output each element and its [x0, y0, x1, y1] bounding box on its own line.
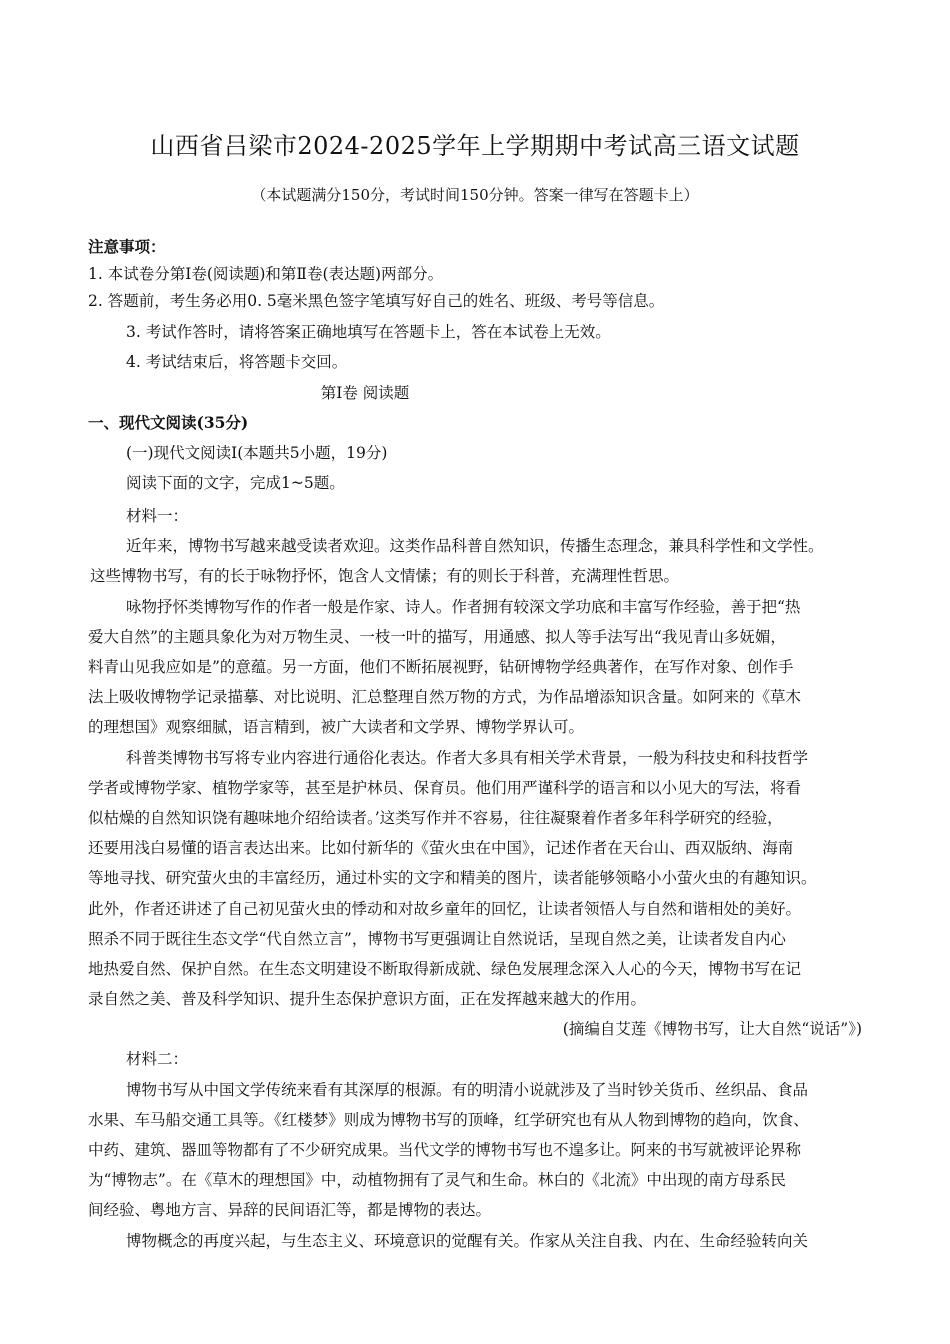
notice-heading: 注意事项： [88, 237, 166, 256]
reading-instruction: 阅读下面的文字，完成1~5题。 [126, 474, 345, 492]
paragraph-line: 水果、车马船交通工具等。《红楼梦》则成为博物书写的顶峰，红学研究也有从人物到博物的趋向，饮食、 [88, 1111, 809, 1129]
material-source: (摘编自艾莲《博物书写，让大自然“说话”》) [562, 1020, 862, 1038]
paragraph-line: 爱大自然”的主题具象化为对万物生灵、一枝一叶的描写，用通感、拟人等手法写出“我见青山多妩媚， [88, 628, 786, 646]
paragraph-line: 近年来，博物书写越来越受读者欢迎。这类作品科普自然知识，传播生态理念，兼具科学性和文学性。 [126, 537, 824, 555]
paragraph-line: 博物书写从中国文学传统来看有其深厚的根源。有的明清小说就涉及了当时钞关货币、丝织品、食品 [126, 1081, 809, 1099]
paragraph-line: 等地寻找、研究萤火虫的丰富经历，通过朴实的文字和精美的图片，读者能够领略小小萤火虫的有趣知识。 [88, 869, 817, 887]
paragraph-line: 料青山见我应如是”的意蕴。另一方面，他们不断拓展视野，钻研博物学经典著作，在写作对象、创作手 [88, 658, 794, 676]
paragraph-line: 似枯燥的自然知识饶有趣味地介绍给读者。’这类写作并不容易，往往凝聚着作者多年科学研究的经验， [88, 809, 783, 827]
notice-item: 3. 考试作答时，请将答案正确地填写在答题卡上，答在本试卷上无效。 [126, 323, 611, 341]
material-label: 材料一： [126, 507, 189, 525]
paragraph-line: 法上吸收博物学记录描摹、对比说明、汇总整理自然万物的方式，为作品增添知识含量。如阿来的《草木 [88, 688, 802, 706]
section-heading: 一、现代文阅读(35分) [88, 413, 249, 432]
paragraph-line: 照杀不同于既往生态文学“代自然立言”，博物书写更强调让自然说话，呈现自然之美，让读者发自内心 [88, 930, 786, 948]
paragraph-line: 为“博物志”。在《草木的理想国》中，动植物拥有了灵气和生命。林白的《北流》中出现的南方母系民 [88, 1171, 786, 1189]
paragraph-line: 地热爱自然、保护自然。在生态文明建设不断取得新成就、绿色发展理念深入人心的今天，博物书写在记 [88, 960, 802, 978]
page-title: 山西省吕梁市2024-2025学年上学期期中考试高三语文试题 [150, 132, 800, 160]
paragraph-line: 录自然之美、普及科学知识、提升生态保护意识方面，正在发挥越来越大的作用。 [88, 990, 647, 1008]
paragraph-line: 科普类博物书写将专业内容进行通俗化表达。作者大多具有相关学术背景，一般为科技史和科技哲学 [126, 749, 809, 767]
notice-item: 1. 本试卷分第Ⅰ卷(阅读题)和第Ⅱ卷(表达题)两部分。 [88, 265, 444, 283]
page-subtitle: （本试题满分150分，考试时间150分钟。答案一律写在答题卡上） [251, 186, 699, 204]
material-label: 材料二： [126, 1050, 189, 1068]
paragraph-line: 间经验、粤地方言、异辞的民间语汇等，都是博物的表达。 [88, 1201, 492, 1219]
notice-item: 2. 答题前，考生务必用0. 5毫米黑色签字笔填写好自己的姓名、班级、考号等信息。 [88, 292, 665, 310]
subsection-heading: (一)现代文阅读Ⅰ(本题共5小题，19分) [126, 444, 388, 462]
paragraph-line: 咏物抒怀类博物写作的作者一般是作家、诗人。作者拥有较深文学功底和丰富写作经验，善于把“热 [126, 598, 801, 616]
paragraph-line: 这些博物书写，有的长于咏物抒怀，饱含人文情愫；有的则长于科普，充满理性哲思。 [90, 567, 680, 585]
notice-item: 4. 考试结束后，将答题卡交回。 [126, 353, 348, 371]
volume-title: 第Ⅰ卷 阅读题 [320, 384, 410, 402]
paragraph-line: 此外，作者还讲述了自己初见萤火虫的悸动和对故乡童年的回忆，让读者领悟人与自然和谐相处的美好。 [88, 900, 802, 918]
paragraph-line: 中药、建筑、器皿等物都有了不少研究成果。当代文学的博物书写也不遑多让。阿来的书写就被评论界称 [88, 1141, 802, 1159]
paragraph-line: 还要用浅白易懂的语言表达出来。比如付新华的《萤火虫在中国》，记述作者在天台山、西双版纳、海南 [88, 839, 794, 857]
paragraph-line: 学者或博物学家、植物学家等，甚至是护林员、保育员。他们用严谨科学的语言和以小见大的写法，将看 [88, 779, 802, 797]
paragraph-line: 博物概念的再度兴起，与生态主义、环境意识的觉醒有关。作家从关注自我、内在、生命经验转向关 [126, 1232, 809, 1250]
paragraph-line: 的理想国》观察细腻，语言精到，被广大读者和文学界、博物学界认可。 [88, 718, 585, 736]
